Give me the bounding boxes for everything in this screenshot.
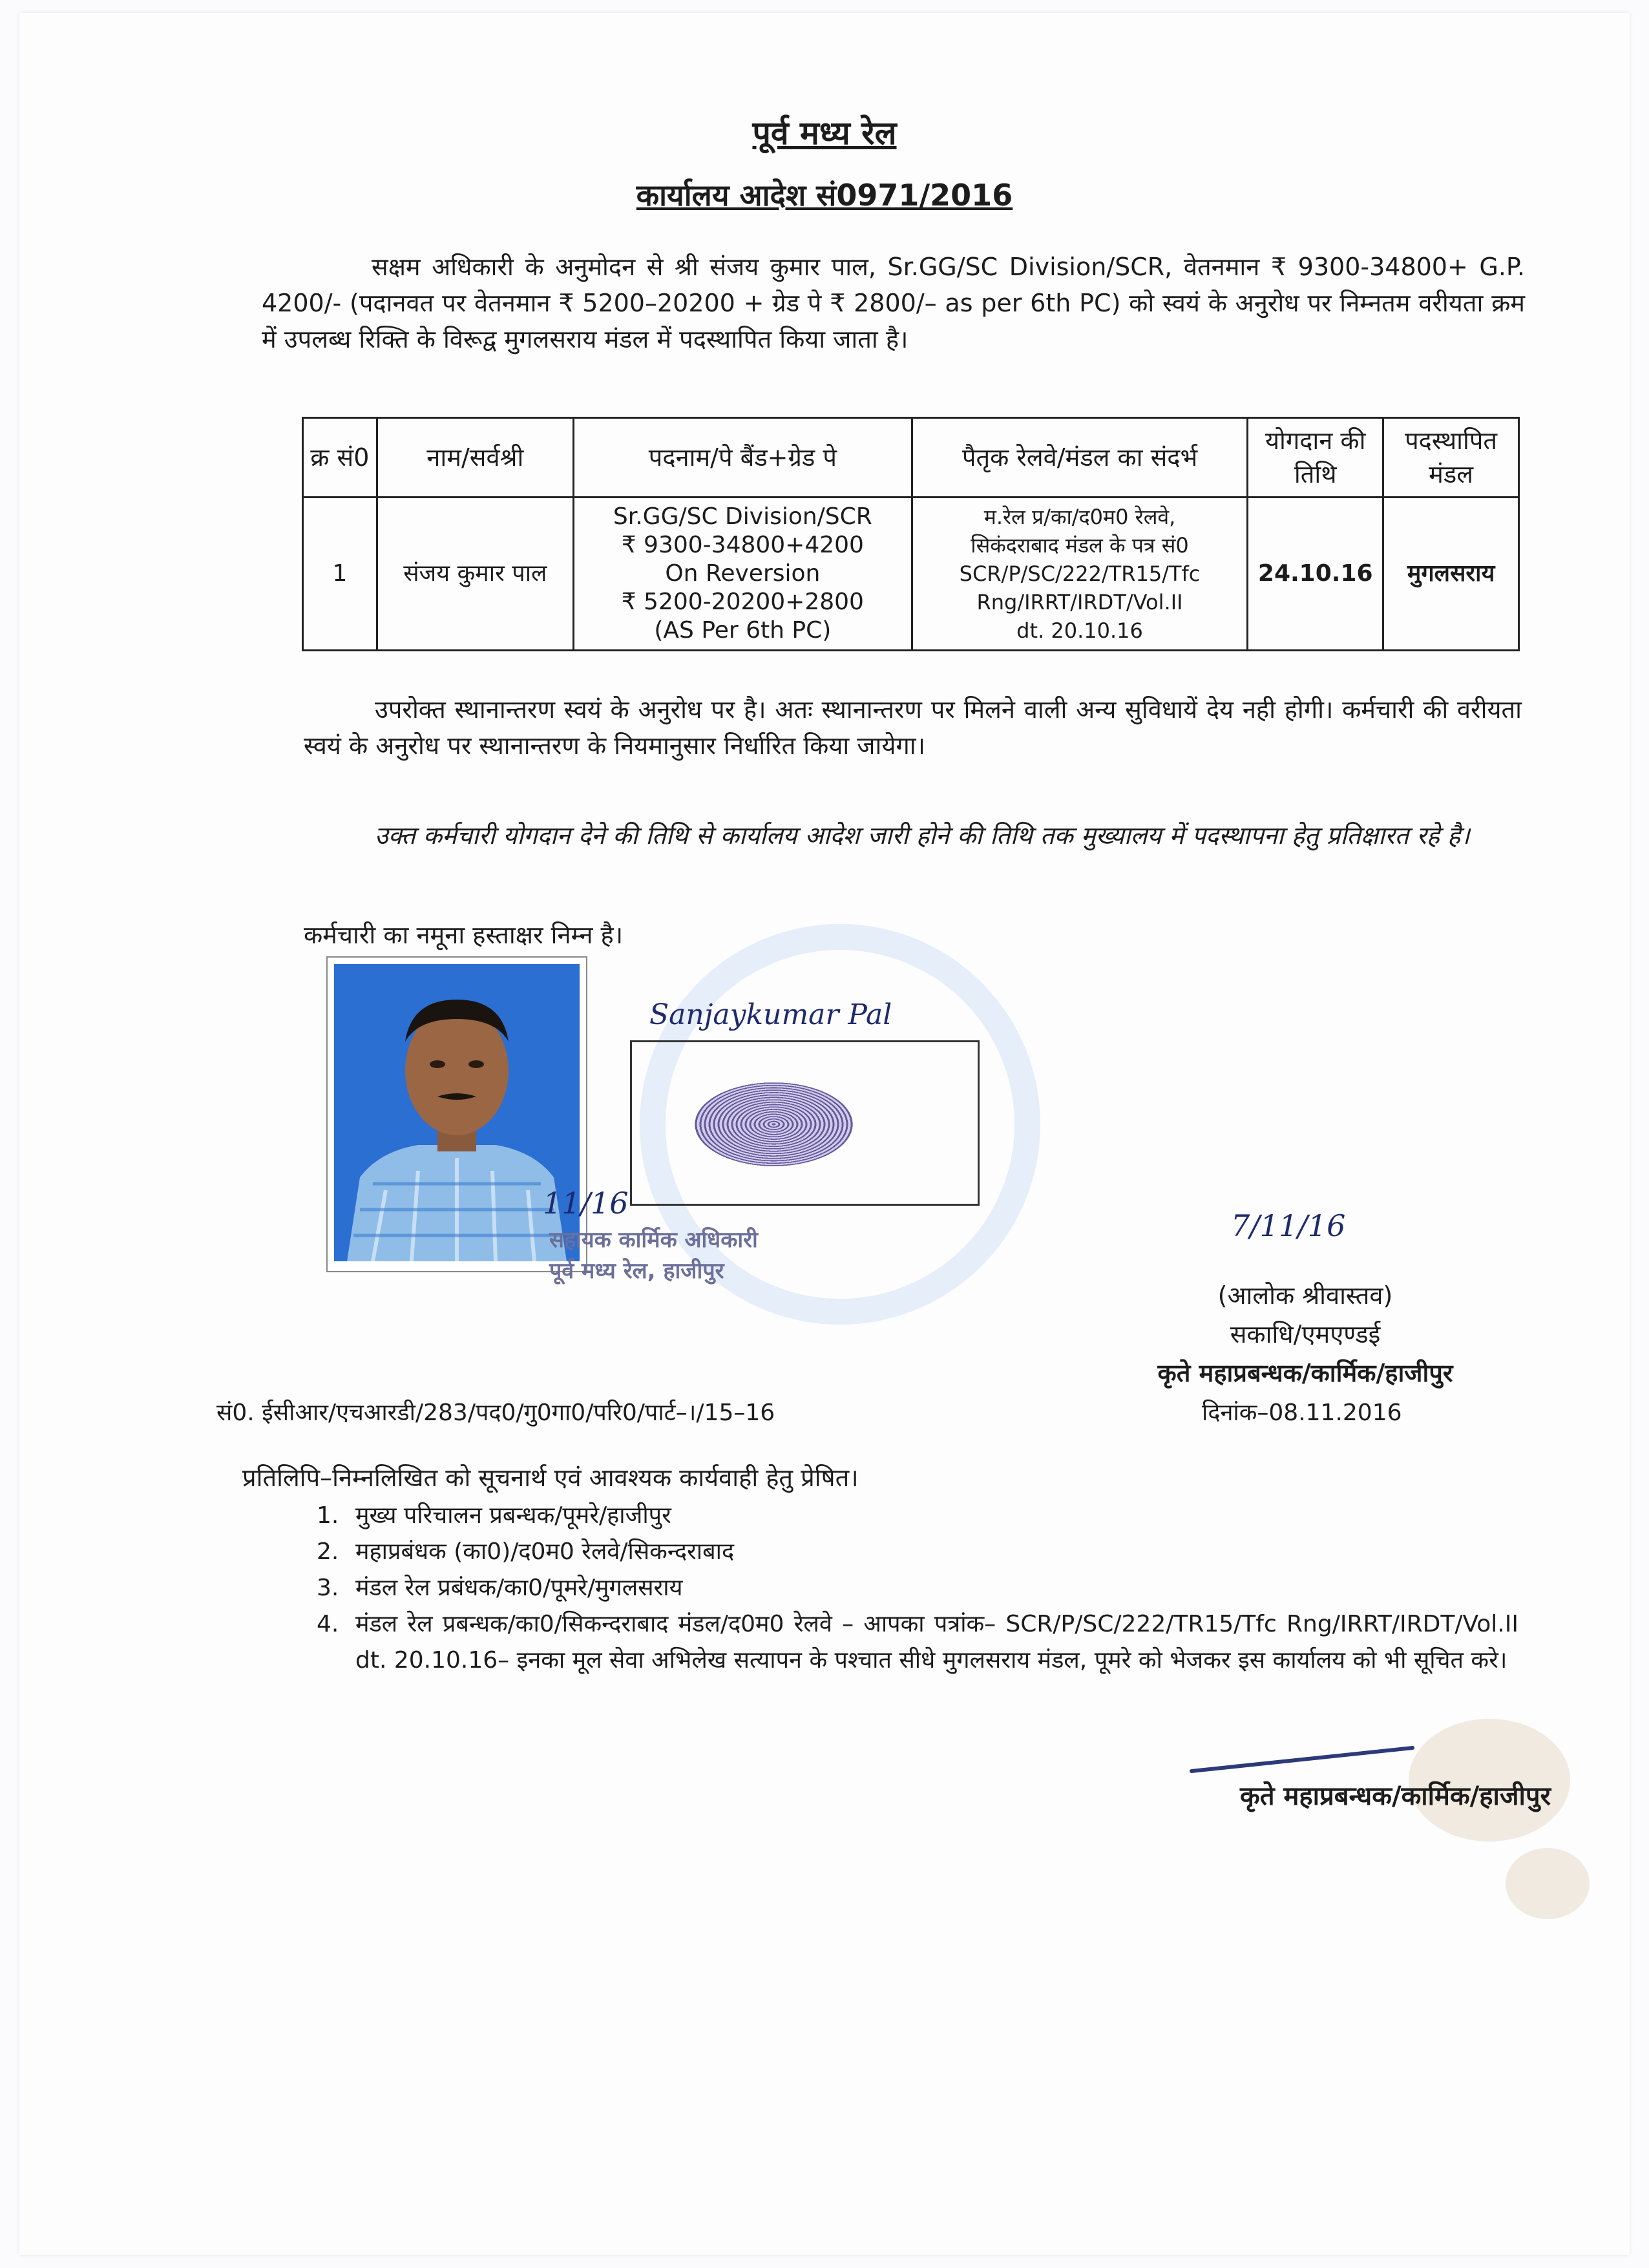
signatory-name: (आलोक श्रीवास्तव): [1217, 1281, 1393, 1310]
designation-line: Sr.GG/SC Division/SCR: [613, 503, 872, 530]
posting-table: [302, 417, 1520, 651]
designation-line: (AS Per 6th PC): [654, 617, 832, 644]
specimen-signature-line: कर्मचारी का नमूना हस्ताक्षर निम्न है।: [304, 921, 624, 949]
list-text: मंडल रेल प्रबन्धक/का0/सिकन्दराबाद मंडल/द0म0 रेलवे – आपका पत्रांक– SCR/P/SC/222/TR15/Tfc Rng/IRRT/IRDT/Vol.II dt. 20.10.16– इनका मूल सेवा अभिलेख सत्यापन के पश्चात सीधे मुगलसराय मंडल, पूमरे को भेजकर इस कार्यालय को भी सूचित करे।: [355, 1611, 1518, 1674]
list-text: मंडल रेल प्रबंधक/का0/पूमरे/मुगलसराय: [355, 1575, 683, 1601]
intro-paragraph: [262, 249, 1525, 357]
header-posted-division: पदस्थापित मंडल: [1383, 418, 1519, 498]
stamp-line: सहायक कार्मिक अधिकारी: [549, 1227, 758, 1253]
cell-name: संजय कुमार पाल: [377, 498, 573, 651]
office-stamp: [549, 1224, 758, 1286]
reference-line: सिकंदराबाद मंडल के पत्र सं0: [971, 533, 1189, 558]
reference-line: SCR/P/SC/222/TR15/Tfc: [959, 562, 1201, 586]
list-item: [317, 1606, 1518, 1679]
list-number: 2.: [317, 1538, 339, 1565]
list-item: [317, 1570, 1518, 1606]
copy-to-heading: प्रतिलिपि–निम्नलिखित को सूचनार्थ एवं आवश्यक कार्यवाही हेतु प्रेषित।: [242, 1464, 859, 1492]
list-number: 4.: [317, 1611, 339, 1637]
copy-list: [317, 1498, 1518, 1679]
transfer-note-paragraph: [304, 691, 1522, 764]
designation-line: ₹ 5200-20200+2800: [621, 589, 864, 615]
list-text: महाप्रबंधक (का0)/द0म0 रेलवे/सिकन्दराबाद: [355, 1538, 735, 1565]
cell-sno: 1: [303, 498, 377, 651]
header-joining-date: योगदान की तिथि: [1248, 418, 1383, 498]
thumb-impression: [695, 1082, 853, 1166]
header-sno: क्र सं0: [303, 418, 377, 498]
reference-line: Rng/IRRT/IRDT/Vol.II: [976, 590, 1183, 614]
reference-number: सं0. ईसीआर/एचआरडी/283/पद0/गु0गा0/परि0/पार्ट–।/15–16: [216, 1400, 775, 1426]
stain: [1506, 1848, 1590, 1919]
list-text: मुख्य परिचालन प्रबन्धक/पूमरे/हाजीपुर: [355, 1502, 671, 1529]
officer-initials: 7/11/16: [1231, 1208, 1346, 1243]
list-item: [317, 1534, 1518, 1570]
list-number: 3.: [317, 1575, 339, 1601]
cell-posted-division: मुगलसराय: [1383, 498, 1519, 651]
cell-designation: [573, 498, 912, 651]
railway-title: पूर्व मध्य रेल: [752, 114, 897, 152]
designation-line: ₹ 9300-34800+4200: [621, 532, 864, 558]
header-reference: पैतृक रेलवे/मंडल का संदर्भ: [912, 418, 1247, 498]
waiting-note-paragraph: [304, 817, 1522, 854]
cell-joining-date: 24.10.16: [1248, 498, 1383, 651]
list-item: [317, 1498, 1518, 1534]
table-row: [303, 498, 1519, 651]
intro-text: सक्षम अधिकारी के अनुमोदन से श्री संजय कुमार पाल, Sr.GG/SC Division/SCR, वेतनमान ₹ 9300-34800+ G.P. 4200/- (पदानवत पर वेतनमान ₹ 5200–20200 + ग्रेड पे ₹ 2800/– as per 6th PC) को स्वयं के अनुरोध पर निम्नतम वरीयता क्रम में उपलब्ध रिक्ति के विरूद्व मुगलसराय मंडल में पदस्थापित किया जाता है।: [262, 253, 1525, 353]
employee-photo: [326, 956, 587, 1272]
employee-signature: Sanjaykumar Pal: [649, 998, 892, 1031]
closing-authority: कृते महाप्रबन्धक/कार्मिक/हाजीपुर: [1240, 1781, 1551, 1811]
handwritten-initials: 11/16: [543, 1186, 629, 1221]
designation-line: On Reversion: [665, 560, 821, 587]
cell-reference: [912, 498, 1247, 651]
header-designation: पदनाम/पे बैंड+ग्रेड पे: [573, 418, 912, 498]
list-number: 1.: [317, 1502, 339, 1529]
header-name: नाम/सर्वश्री: [377, 418, 573, 498]
table-header-row: [303, 418, 1519, 498]
transfer-note-text: उपरोक्त स्थानान्तरण स्वयं के अनुरोध पर है। अतः स्थानान्तरण पर मिलने वाली अन्य सुविधायें देय नही होगी। कर्मचारी की वरीयता स्वयं के अनुरोध पर स्थानान्तरण के नियमानुसार निर्धारित किया जायेगा।: [304, 695, 1522, 760]
reference-line: म.रेल प्र/का/द0म0 रेलवे,: [983, 505, 1176, 529]
reference-date: दिनांक–08.11.2016: [1202, 1400, 1402, 1426]
stamp-line: पूर्व मध्य रेल, हाजीपुर: [549, 1258, 724, 1284]
reference-line: dt. 20.10.16: [1016, 618, 1143, 643]
signatory-designation: सकाधि/एमएण्डई: [1230, 1320, 1381, 1349]
waiting-note-text: उक्त कर्मचारी योगदान देने की तिथि से कार्यालय आदेश जारी होने की तिथि तक मुख्यालय में पदस्थापना हेतु प्रतिक्षारत रहे है।: [375, 821, 1470, 850]
signatory-for: कृते महाप्रबन्धक/कार्मिक/हाजीपुर: [1157, 1359, 1453, 1387]
order-number: कार्यालय आदेश सं0971/2016: [636, 178, 1013, 213]
